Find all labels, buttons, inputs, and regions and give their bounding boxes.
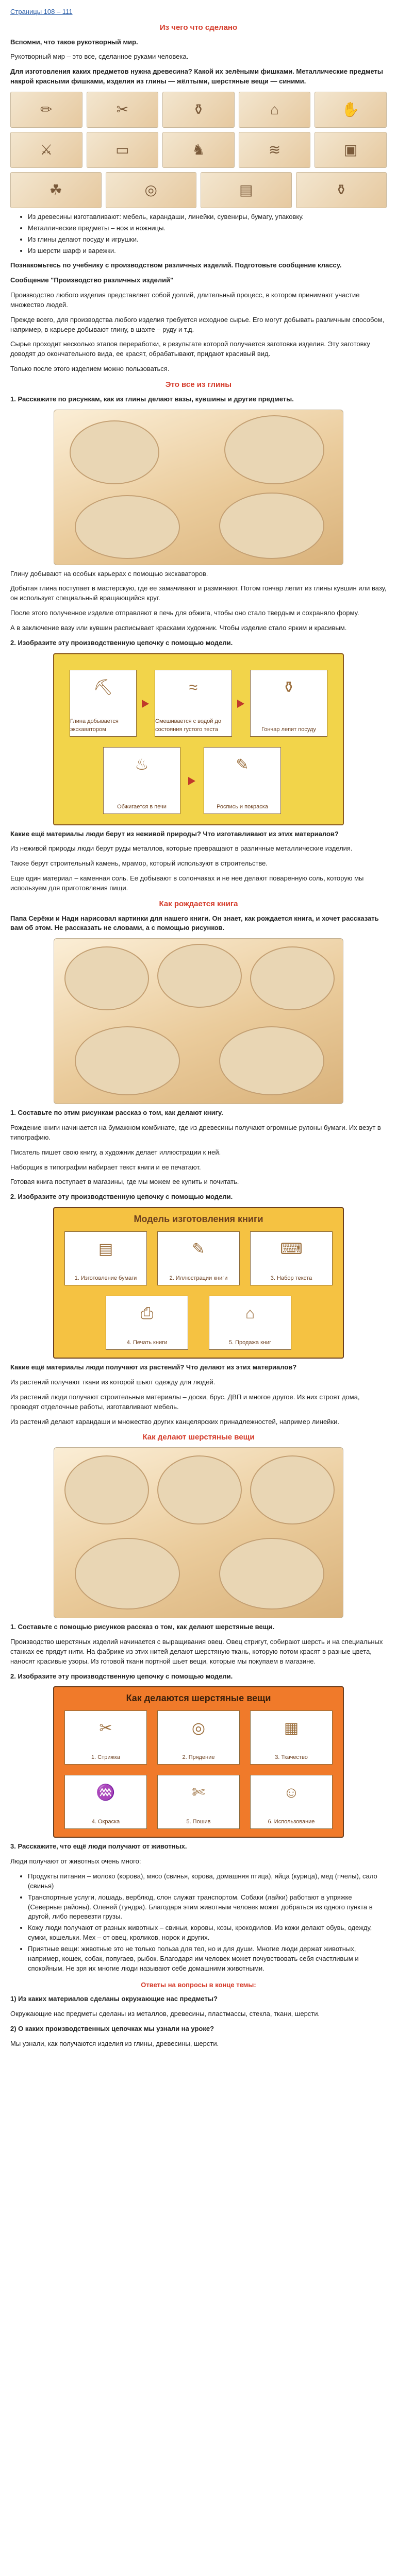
ruler-picture: [87, 132, 159, 168]
bookstore-scene: [219, 1026, 324, 1095]
message-paragraph: Производство любого изделия представляет собой долгий, длительный процесс, в котором принимают участие множество людей.: [10, 291, 360, 309]
scheme-caption: Роспись и покраска: [217, 803, 268, 810]
paragraph: А в заключение вазу или кувшин расписывает красками художник. Чтобы изделие стало ярким и красивым.: [10, 623, 347, 632]
list-item: • Транспортные услуги, лошадь, верблюд, слон служат транспортом. Собаки (лайки) работают в упряжке (Северные районы). Оленей (тундра). Благодаря этим животным человек может добраться из одного пункта в другой, либо перевезти грузы.: [28, 1893, 387, 1922]
arrow-icon: [142, 700, 149, 708]
final-answer: Окружающие нас предметы сделаны из металлов, древесины, пластмассы, стекла, ткани, шерсти.: [10, 2010, 320, 2018]
paragraph: Из неживой природы люди берут руды металлов, которые превращают в различные металлические изделия.: [10, 844, 353, 853]
scarf-icon: ≋: [268, 141, 281, 158]
scissors-picture: [87, 92, 159, 128]
scheme-cell: [155, 670, 232, 737]
paragraph: Рождение книги начинается на бумажном комбинате, где из древесины получают огромные рулоны бумаги. Их везут в типографию.: [10, 1124, 381, 1141]
kiln-scene: [75, 495, 180, 559]
clay-chain-scheme: [53, 653, 344, 825]
scheme-caption: 2. Иллюстрации книги: [169, 1275, 228, 1282]
scheme-cell: [106, 1296, 188, 1350]
arrow-icon: [188, 777, 195, 785]
question: 1. Составьте с помощью рисунков рассказ о том, как делают шерстяные вещи.: [10, 1623, 275, 1631]
scheme-cell: [250, 1231, 333, 1285]
pottery-wheel-scene: [224, 415, 324, 484]
list-item: • Продукты питания – молоко (корова), мясо (свинья, корова, домашняя птица), яйца (курица), мед (пчелы), сало (свинья): [28, 1872, 387, 1891]
section-title-clay: Это все из глины: [165, 380, 232, 389]
scheme-caption: 2. Прядение: [182, 1754, 215, 1761]
scheme-cell: [103, 747, 180, 814]
objects-picture-row-1: [10, 92, 387, 128]
objects-picture-row-3: [10, 172, 387, 208]
shears-icon: ✂: [99, 1720, 112, 1737]
section-title-book: Как рождается книга: [159, 899, 238, 908]
spinning-icon: ◎: [191, 1720, 206, 1737]
jug-picture: [296, 172, 387, 208]
dye-icon: ♒: [96, 1784, 115, 1802]
scheme-caption: 4. Окраска: [91, 1819, 120, 1825]
shop-icon: ⌂: [245, 1305, 255, 1323]
potter-icon: ⚱: [282, 679, 295, 696]
printer-icon: ⎙: [141, 1305, 153, 1323]
question: 2. Изобразите эту производственную цепочку с помощью модели.: [10, 1672, 233, 1680]
typing-icon: ⌨: [280, 1241, 303, 1258]
scheme-caption: 5. Пошив: [186, 1819, 211, 1825]
answer-intro: Рукотворный мир – это все, сделанное руками человека.: [10, 53, 189, 61]
scheme-cell: [64, 1710, 147, 1765]
final-question: 2) О каких производственных цепочках мы узнали на уроке?: [10, 2025, 214, 2032]
knife-icon: ⚔: [40, 141, 53, 158]
paragraph: Люди получают от животных очень много:: [10, 1857, 141, 1866]
printing-scene: [75, 1026, 180, 1095]
forest-scene: [64, 946, 149, 1010]
mittens-picture: [315, 92, 387, 128]
paragraph: Добытая глина поступает в мастерскую, где ее замачивают и разминают. Потом гончар лепит из глины кувшин или вазу, он использует специальный вращающийся круг.: [10, 584, 387, 602]
question: 1. Расскажите по рисункам, как из глины делают вазы, кувшины и другие предметы.: [10, 395, 294, 403]
scheme-caption: Глина добывается экскаватором: [70, 718, 119, 733]
animals-list: [21, 1872, 387, 1973]
final-question: 1) Из каких материалов сделаны окружающие нас предметы?: [10, 1995, 218, 2003]
materials-list: [21, 212, 387, 256]
question: Какие ещё материалы люди получают из растений? Что делают из этих материалов?: [10, 1363, 297, 1371]
scheme-cell: [157, 1231, 240, 1285]
scheme-caption: Гончар лепит посуду: [261, 726, 316, 733]
vase-picture: [162, 92, 235, 128]
plate-icon: ◎: [144, 181, 157, 198]
list-item: • Кожу люди получают от разных животных – свиньи, коровы, козы, крокодилов. Из кожи делают обувь, одежду, сумки, кошельки. Мех – от овец, кроликов, норок и других.: [28, 1923, 387, 1943]
answers-title: Ответы на вопросы в конце темы:: [141, 1981, 256, 1989]
jug-icon: ⚱: [335, 181, 348, 198]
paragraph: Писатель пишет свою книгу, а художник делает иллюстрации к ней.: [10, 1148, 221, 1156]
message-paragraph: Только после этого изделием можно пользоваться.: [10, 365, 170, 373]
question: 2. Изобразите эту производственную цепочку с помощью модели.: [10, 1193, 233, 1201]
pages-link[interactable]: Страницы 108 – 111: [10, 8, 73, 15]
scheme-cell: [204, 747, 281, 814]
message-paragraph: Прежде всего, для производства любого изделия требуется исходное сырье. Его могут добывать различным способом, например, в карьере добывают глину, в шахте – руду и т.д.: [10, 315, 385, 333]
scheme-caption: 6. Использование: [268, 1819, 315, 1825]
section-title-made-of: Из чего что сделано: [159, 23, 238, 32]
scissors-icon: ✂: [116, 101, 129, 117]
excavator-scene: [70, 420, 159, 484]
ruler-icon: ▭: [115, 141, 129, 158]
paragraph: Также берут строительный камень, мрамор, который используют в строительстве.: [10, 859, 268, 868]
message-paragraph: Сырье проходит несколько этапов переработки, в результате которой получается заготовка изделия. Эту заготовку доводят до окончательного вида, ее красят, обрабатывают, придают красивый вид.: [10, 340, 370, 358]
paper-mill-scene: [157, 944, 242, 1008]
final-answer: Мы узнали, как получаются изделия из глины, древесины, шерсти.: [10, 2039, 219, 2047]
paper-roll-icon: ▤: [98, 1241, 113, 1258]
mittens-icon: ✋: [341, 101, 360, 117]
paragraph: Из растений получают ткани из которой шьют одежду для людей.: [10, 1378, 216, 1386]
question: 3. Расскажите, что ещё люди получают от животных.: [10, 1842, 187, 1851]
scheme-caption: 5. Продажа книг: [228, 1340, 272, 1346]
chair-picture: [239, 92, 311, 128]
scheme-caption: Обжигается в печи: [117, 803, 167, 810]
question-intro: Вспомни, что такое рукотворный мир.: [10, 38, 138, 46]
pencil-icon: ✏: [40, 101, 53, 117]
message-title: Сообщение "Производство различных изделий": [10, 276, 174, 284]
paragraph: Производство шерстяных изделий начинается с выращивания овец. Овец стригут, собирают шерсть и на специальных станках ее прядут нити. На фабрике из этих нитей делают шерстяную ткань, которую потом красят в разные цвета, наносят красивые узоры. Из готовой ткани портной шьет вещи, которые мы покупаем в магазине.: [10, 1637, 383, 1665]
scheme-cell: [250, 1775, 333, 1829]
book-chain-scheme: [53, 1207, 344, 1359]
box-icon: ▣: [343, 141, 358, 158]
scheme-cell: [250, 1710, 333, 1765]
paragraph: Готовая книга поступает в магазины, где мы можем ее купить и почитать.: [10, 1178, 239, 1186]
family-icon: ☺: [283, 1784, 300, 1802]
illustration-icon: ✎: [192, 1241, 205, 1258]
list-item: • Из шерсти шарф и варежки.: [28, 246, 387, 256]
objects-picture-row-2: [10, 132, 387, 168]
sheep-scene: [64, 1455, 149, 1524]
water-icon: ≈: [189, 679, 198, 696]
book-process-illustration: [54, 938, 343, 1104]
list-item: • Из глины делают посуду и игрушки.: [28, 235, 387, 245]
scheme-title: Модель изготовления книги: [134, 1214, 263, 1225]
plate-picture: [106, 172, 197, 208]
scheme-title: Как делаются шерстяные вещи: [126, 1693, 271, 1704]
loom-icon: ▦: [284, 1720, 299, 1737]
question: 2. Изобразите эту производственную цепочку с помощью модели.: [10, 638, 233, 647]
pencil-picture: [10, 92, 82, 128]
dyeing-scene: [75, 1538, 180, 1609]
spinning-scene: [250, 1455, 335, 1524]
souvenir-icon: ☘: [49, 181, 62, 198]
sewing-icon: ✄: [192, 1784, 205, 1802]
scheme-caption: Смешивается с водой до состояния густого теста: [155, 718, 222, 733]
paragraph: Из растений люди получают строительные материалы – доски, брус. ДВП и многое другое. Из них строят дома, проводят отделочные работы, изготавливают мебель.: [10, 1393, 360, 1411]
section-title-wool: Как делают шерстяные вещи: [142, 1433, 255, 1442]
wool-process-illustration: [54, 1447, 343, 1618]
scheme-cell: [70, 670, 137, 737]
wool-chain-scheme: [53, 1686, 344, 1838]
list-item: • Из древесины изготавливают: мебель, карандаши, линейки, сувениры, бумагу, упаковку.: [28, 212, 387, 222]
paragraph: Наборщик в типографии набирает текст книги и ее печатают.: [10, 1163, 201, 1171]
scheme-cell: [157, 1710, 240, 1765]
question: Какие ещё материалы люди берут из неживой природы? Что изготавливают из этих материалов?: [10, 829, 339, 838]
scarf-picture: [239, 132, 311, 168]
shearing-scene: [157, 1455, 242, 1524]
excavator-icon: ⛏: [93, 679, 113, 696]
paper-picture: [201, 172, 292, 208]
box-picture: [315, 132, 387, 168]
scheme-caption: 1. Изготовление бумаги: [74, 1275, 137, 1282]
scheme-caption: 3. Набор текста: [270, 1275, 312, 1282]
writer-scene: [250, 946, 335, 1010]
paragraph: Еще один материал – каменная соль. Ее добывают в солончаках и не нее делают поваренную соль, которую мы используем для приготовления пищи.: [10, 874, 364, 892]
chair-icon: ⌂: [270, 101, 279, 117]
scheme-cell: [209, 1296, 291, 1350]
question: 1. Составьте по этим рисункам рассказ о том, как делают книгу.: [10, 1109, 223, 1117]
arrow-icon: [237, 700, 244, 708]
souvenir-picture: [10, 172, 102, 208]
task-text-2: Познакомьтесь по учебнику с производством различных изделий. Подготовьте сообщение классу.: [10, 261, 342, 269]
paragraph: Глину добывают на особых карьерах с помощью экскаваторов.: [10, 569, 208, 578]
paragraph: После этого полученное изделие отправляют в печь для обжига, чтобы оно стало твердым и сохраняло форму.: [10, 609, 359, 617]
kiln-icon: ♨: [135, 756, 149, 773]
toy-picture: [162, 132, 235, 168]
brush-icon: ✎: [236, 756, 249, 773]
knife-picture: [10, 132, 82, 168]
task-text: Папа Серёжи и Нади нарисовал картинки для нашего книги. Он знает, как рождается книга, и хочет рассказать вам об этом. Не рассказать не словами, а с помощью рисунков.: [10, 914, 379, 932]
tailor-scene: [219, 1538, 324, 1609]
scheme-caption: 4. Печать книги: [126, 1340, 168, 1346]
paper-icon: ▤: [239, 181, 253, 198]
scheme-cell: [157, 1775, 240, 1829]
vase-icon: ⚱: [192, 101, 205, 117]
toy-icon: ♞: [192, 141, 205, 158]
task-text: Для изготовления каких предметов нужна древесина? Какой их зелёными фишками. Металлические предметы накрой красными фишками, изделия из глины — жёлтыми, шерстяные вещи — синими.: [10, 67, 383, 86]
scheme-cell: [250, 670, 327, 737]
paragraph: Из растений делают карандаши и множество других канцелярских принадлежностей, например линейки.: [10, 1417, 340, 1426]
list-item: • Приятные вещи: животные это не только польза для тел, но и для души. Многие люди держат животных, например, кошек, собак, попугаев, рыбок. Благодаря им человек может почувствовать себя счастливым и спокойным. Не зря их многие люди называют себе домашними животными.: [28, 1944, 387, 1974]
clay-process-illustration: [54, 410, 343, 565]
list-item: • Металлические предметы – нож и ножницы.: [28, 224, 387, 233]
page: [6, 0, 391, 2058]
scheme-cell: [64, 1775, 147, 1829]
scheme-cell: [64, 1231, 147, 1285]
painting-scene: [219, 493, 324, 559]
scheme-caption: 1. Стрижка: [91, 1754, 120, 1761]
scheme-caption: 3. Ткачество: [275, 1754, 308, 1761]
